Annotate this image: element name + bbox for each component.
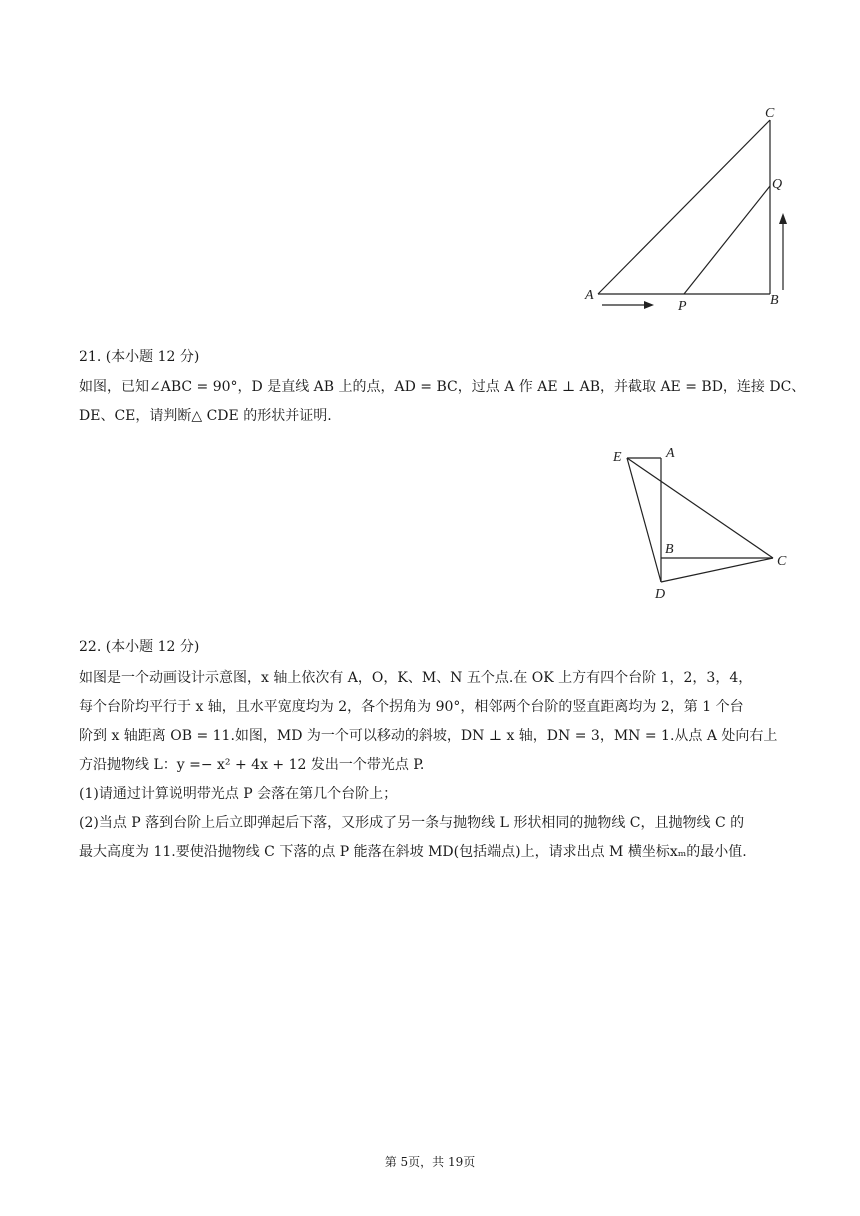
page-footer: 第 5页，共 19页 xyxy=(384,1155,476,1169)
q22-body xyxy=(79,664,785,867)
segment-ac xyxy=(598,120,770,294)
segment-ec xyxy=(627,458,773,558)
q22-heading: 22. (本小题 12 分) xyxy=(79,639,200,655)
q22-line-1: 如图是一个动画设计示意图，x 轴上依次有 A，O，K、M、N 五个点.在 OK 上方有四个台阶 1，2，3，4， xyxy=(79,670,753,686)
label-b: B xyxy=(770,293,779,308)
q22-part-2-line-1: (2)当点 P 落到台阶上后立即弹起后下落，又形成了另一条与抛物线 L 形状相同的抛物线 C，且抛物线 C 的 xyxy=(79,815,745,831)
q21-body xyxy=(79,373,806,431)
label-a: A xyxy=(666,446,675,461)
segment-ed xyxy=(627,458,661,582)
arrow-up-icon xyxy=(779,213,787,290)
label-c: C xyxy=(765,106,775,121)
q22-part-1: (1)请通过计算说明带光点 P 会落在第几个台阶上； xyxy=(79,786,398,802)
segment-pq xyxy=(684,186,770,294)
label-p: P xyxy=(678,299,687,314)
q22-line-3: 阶到 x 轴距离 OB = 11.如图，MD 为一个可以移动的斜坡，DN ⊥ x 轴，DN = 3，MN = 1.从点 A 处向右上 xyxy=(79,728,778,744)
q22-part-2-line-2: 最大高度为 11.要使沿抛物线 C 下落的点 P 能落在斜坡 MD(包括端点)上，请求出点 M 横坐标xₘ的最小值. xyxy=(79,844,747,860)
figure-q20-triangle xyxy=(580,100,800,320)
q22-line-4: 方沿抛物线 L：y =− x² + 4x + 12 发出一个带光点 P. xyxy=(79,757,425,773)
label-q: Q xyxy=(772,177,783,192)
label-b: B xyxy=(665,542,674,557)
arrow-right-icon xyxy=(602,301,654,309)
label-e: E xyxy=(613,450,622,465)
q21-line-1: 如图，已知∠ABC = 90°，D 是直线 AB 上的点，AD = BC，过点 A 作 AE ⊥ AB，并截取 AE = BD，连接 DC、 xyxy=(79,379,806,395)
label-a: A xyxy=(585,288,594,303)
figure-q21-triangle xyxy=(605,440,795,610)
q21-heading: 21. (本小题 12 分) xyxy=(79,349,200,365)
q21-line-2: DE、CE，请判断△ CDE 的形状并证明. xyxy=(79,408,332,424)
segment-dc xyxy=(661,558,773,582)
label-d: D xyxy=(655,587,666,602)
q22-line-2: 每个台阶均平行于 x 轴，且水平宽度均为 2，各个拐角为 90°，相邻两个台阶的竖直距离均为 2，第 1 个台 xyxy=(79,699,744,715)
label-c: C xyxy=(777,554,787,569)
